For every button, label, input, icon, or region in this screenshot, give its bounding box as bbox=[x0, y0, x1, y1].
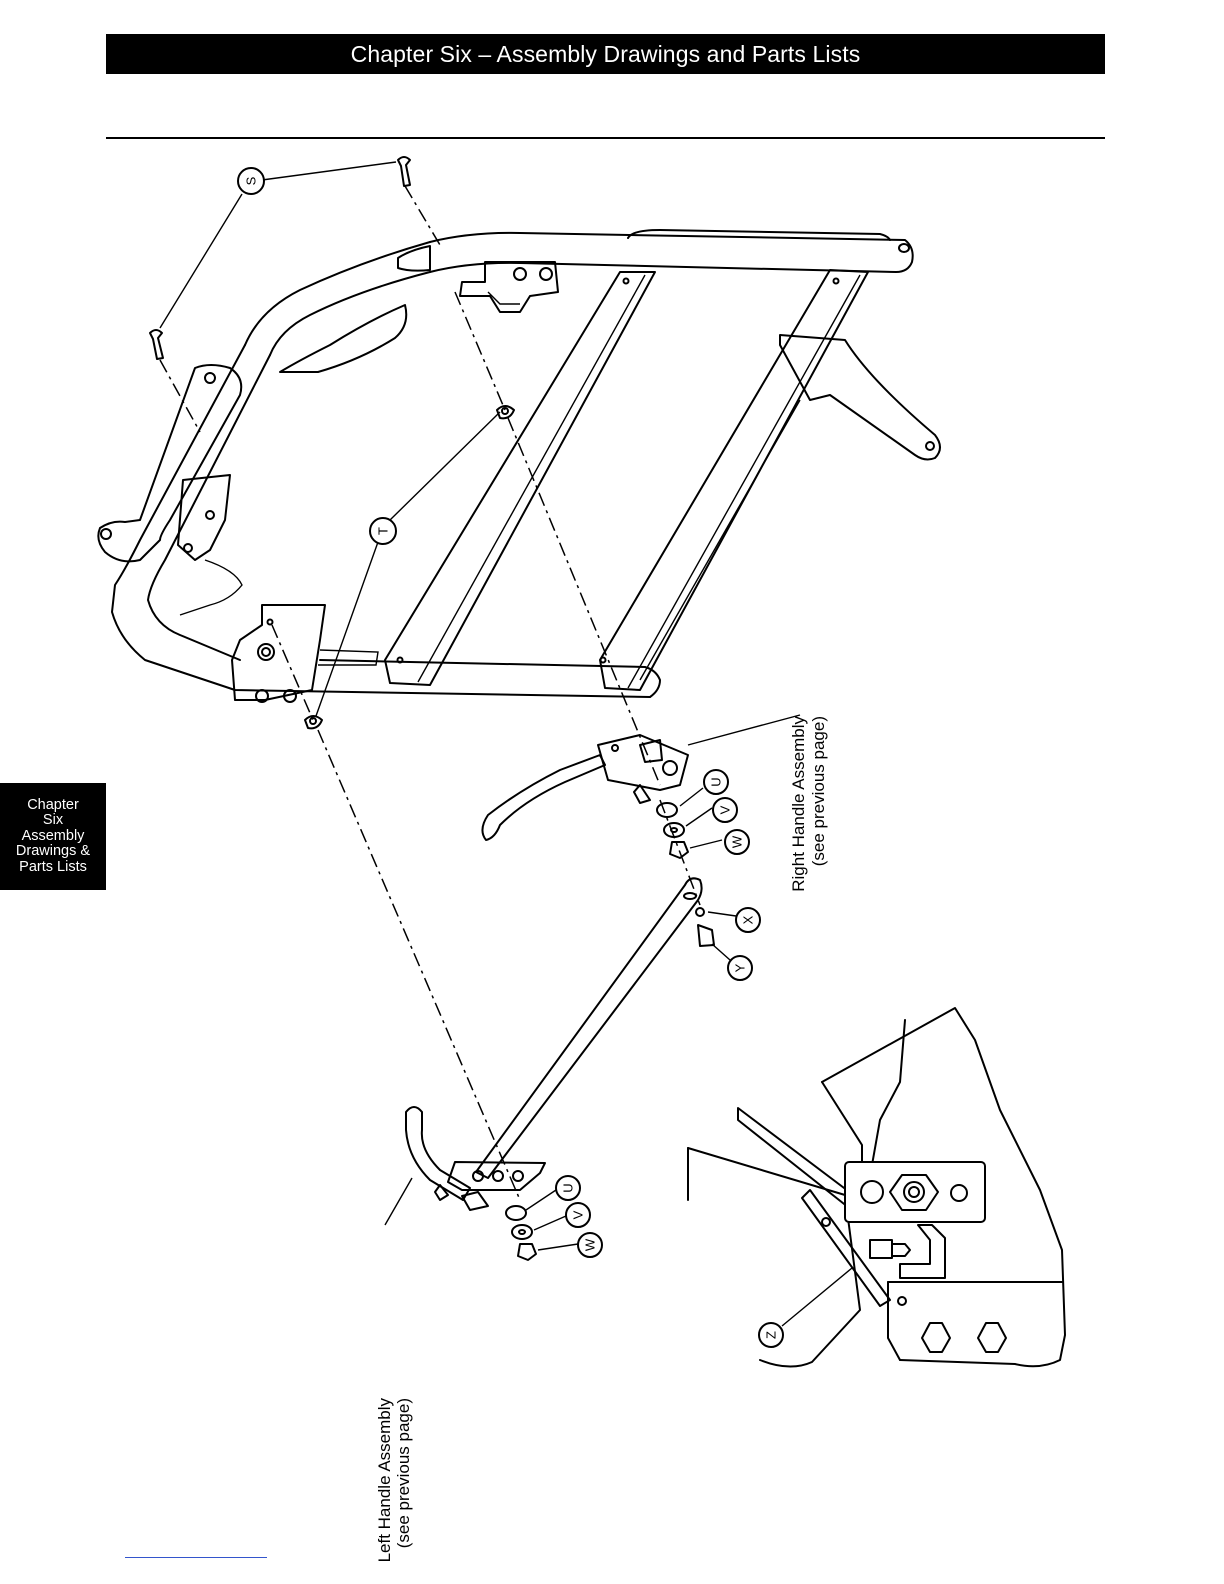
callout-x-letter: X bbox=[740, 915, 756, 925]
footer-link-underline[interactable] bbox=[125, 1557, 267, 1558]
callout-t-letter: T bbox=[375, 527, 391, 535]
callout-u-right bbox=[704, 770, 728, 794]
callout-s-letter: S bbox=[243, 176, 259, 186]
right-handle-label-line1: Right Handle Assembly bbox=[789, 716, 808, 892]
side-tab-line: Drawings & bbox=[15, 843, 91, 860]
callout-y-letter: Y bbox=[732, 963, 748, 973]
callout-u-letter: U bbox=[708, 777, 724, 787]
left-handle-label-line1: Left Handle Assembly bbox=[375, 1398, 394, 1563]
callout-w-right bbox=[725, 830, 749, 854]
main-frame bbox=[98, 230, 940, 702]
callout-y bbox=[728, 956, 752, 980]
right-handle-label-line2: (see previous page) bbox=[809, 716, 828, 867]
fastener-parts bbox=[150, 157, 514, 728]
right-handle-assembly bbox=[482, 735, 688, 858]
right-handle-label bbox=[789, 716, 828, 892]
side-tab-line: Chapter bbox=[27, 796, 79, 813]
callout-v-letter: V bbox=[570, 1210, 586, 1220]
side-tab-line: Parts Lists bbox=[19, 858, 87, 875]
detail-inset bbox=[688, 1008, 1065, 1367]
leader-lines bbox=[160, 162, 852, 1326]
left-handle-label-line2: (see previous page) bbox=[394, 1398, 413, 1549]
callout-u-letter: U bbox=[560, 1183, 576, 1193]
callout-u-left bbox=[556, 1176, 580, 1200]
callout-z-letter: Z bbox=[763, 1331, 779, 1339]
callout-v-left bbox=[566, 1203, 590, 1227]
left-handle-label bbox=[375, 1398, 413, 1563]
side-tab-line: Assembly bbox=[21, 827, 85, 844]
callout-s bbox=[238, 168, 264, 194]
callout-x bbox=[736, 908, 760, 932]
callout-w-left bbox=[578, 1233, 602, 1257]
callout-v-letter: V bbox=[717, 805, 733, 815]
chapter-title: Chapter Six – Assembly Drawings and Parts Lists bbox=[350, 40, 861, 67]
side-tab-line: Six bbox=[42, 812, 64, 829]
callout-v-right bbox=[713, 798, 737, 822]
callout-t bbox=[370, 518, 396, 544]
callout-w-letter: W bbox=[729, 835, 745, 849]
callout-z bbox=[759, 1323, 783, 1347]
callout-w-letter: W bbox=[582, 1238, 598, 1252]
linkage-rod bbox=[476, 878, 714, 1178]
